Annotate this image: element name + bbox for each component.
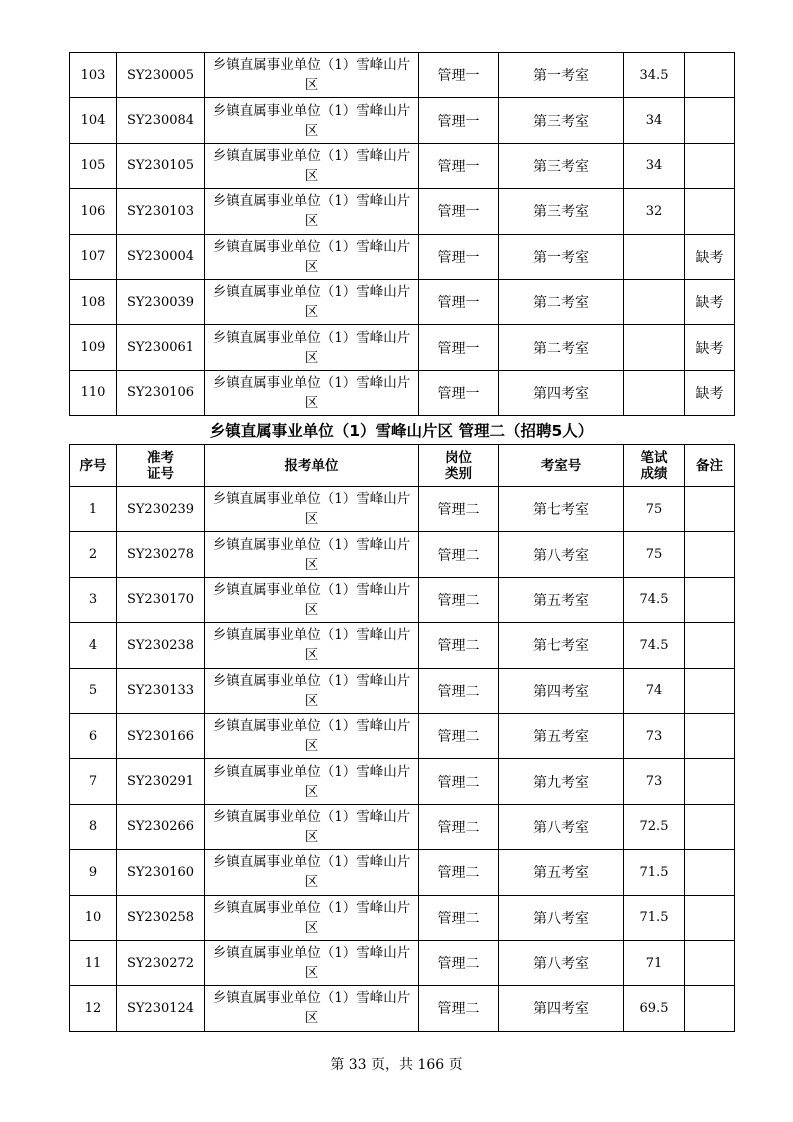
- cell-seq: 108: [70, 279, 117, 324]
- cell-exam-id: SY230166: [117, 713, 205, 758]
- cell-exam-id: SY230004: [117, 234, 205, 279]
- results-table-body: [70, 487, 735, 1032]
- section-title: 乡镇直属事业单位（1）雪峰山片区 管理二（招聘5人）: [209, 422, 594, 440]
- cell-score: [624, 234, 685, 279]
- cell-score: [624, 325, 685, 370]
- cell-room: 第四考室: [499, 370, 624, 415]
- cell-exam-id: SY230133: [117, 668, 205, 713]
- cell-seq: 9: [70, 850, 117, 895]
- cell-room: 第九考室: [499, 759, 624, 804]
- cell-exam-id: SY230005: [117, 53, 205, 98]
- cell-unit: 乡镇直属事业单位（1）雪峰山片区: [205, 234, 419, 279]
- header-exam-id: 准考 证号: [117, 445, 205, 487]
- cell-seq: 6: [70, 713, 117, 758]
- cell-note: 缺考: [685, 279, 735, 324]
- cell-score: 34: [624, 98, 685, 143]
- cell-note: [685, 713, 735, 758]
- cell-room: 第五考室: [499, 577, 624, 622]
- cell-room: 第一考室: [499, 53, 624, 98]
- cell-post: 管理一: [419, 53, 499, 98]
- cell-unit: 乡镇直属事业单位（1）雪峰山片区: [205, 759, 419, 804]
- cell-note: [685, 895, 735, 940]
- cell-seq: 2: [70, 532, 117, 577]
- cell-post: 管理二: [419, 623, 499, 668]
- cell-unit: 乡镇直属事业单位（1）雪峰山片区: [205, 98, 419, 143]
- cell-note: 缺考: [685, 234, 735, 279]
- cell-score: 32: [624, 189, 685, 234]
- cell-seq: 1: [70, 487, 117, 532]
- cell-room: 第二考室: [499, 279, 624, 324]
- cell-post: 管理二: [419, 532, 499, 577]
- cell-unit: 乡镇直属事业单位（1）雪峰山片区: [205, 325, 419, 370]
- cell-note: 缺考: [685, 325, 735, 370]
- cell-post: 管理一: [419, 370, 499, 415]
- cell-room: 第二考室: [499, 325, 624, 370]
- cell-unit: 乡镇直属事业单位（1）雪峰山片区: [205, 577, 419, 622]
- cell-post: 管理二: [419, 804, 499, 849]
- table-row: [70, 577, 735, 622]
- cell-score: 72.5: [624, 804, 685, 849]
- cell-note: [685, 532, 735, 577]
- cell-score: 34: [624, 143, 685, 188]
- cell-seq: 7: [70, 759, 117, 804]
- results-table-body: [70, 53, 735, 416]
- cell-room: 第一考室: [499, 234, 624, 279]
- cell-exam-id: SY230061: [117, 325, 205, 370]
- table-row: [70, 98, 735, 143]
- results-table-management-2: [69, 444, 735, 1032]
- cell-seq: 104: [70, 98, 117, 143]
- cell-note: [685, 940, 735, 985]
- cell-seq: 8: [70, 804, 117, 849]
- cell-post: 管理二: [419, 850, 499, 895]
- cell-unit: 乡镇直属事业单位（1）雪峰山片区: [205, 986, 419, 1031]
- cell-post: 管理二: [419, 577, 499, 622]
- cell-score: 71.5: [624, 895, 685, 940]
- cell-unit: 乡镇直属事业单位（1）雪峰山片区: [205, 370, 419, 415]
- cell-note: [685, 487, 735, 532]
- table-row: [70, 325, 735, 370]
- cell-room: 第八考室: [499, 532, 624, 577]
- cell-score: 73: [624, 713, 685, 758]
- table-row: [70, 668, 735, 713]
- cell-exam-id: SY230160: [117, 850, 205, 895]
- cell-score: 74.5: [624, 577, 685, 622]
- cell-note: [685, 98, 735, 143]
- cell-note: [685, 53, 735, 98]
- cell-exam-id: SY230084: [117, 98, 205, 143]
- cell-unit: 乡镇直属事业单位（1）雪峰山片区: [205, 668, 419, 713]
- cell-exam-id: SY230039: [117, 279, 205, 324]
- cell-post: 管理一: [419, 98, 499, 143]
- cell-score: 74: [624, 668, 685, 713]
- cell-unit: 乡镇直属事业单位（1）雪峰山片区: [205, 189, 419, 234]
- table-row: [70, 53, 735, 98]
- cell-post: 管理二: [419, 668, 499, 713]
- cell-exam-id: SY230272: [117, 940, 205, 985]
- cell-exam-id: SY230266: [117, 804, 205, 849]
- table-row: [70, 713, 735, 758]
- cell-exam-id: SY230124: [117, 986, 205, 1031]
- header-room: 考室号: [499, 445, 624, 487]
- cell-seq: 12: [70, 986, 117, 1031]
- cell-seq: 103: [70, 53, 117, 98]
- cell-score: 74.5: [624, 623, 685, 668]
- cell-exam-id: SY230170: [117, 577, 205, 622]
- cell-room: 第四考室: [499, 668, 624, 713]
- cell-seq: 3: [70, 577, 117, 622]
- table-row: [70, 370, 735, 415]
- cell-room: 第三考室: [499, 98, 624, 143]
- cell-post: 管理二: [419, 487, 499, 532]
- cell-seq: 105: [70, 143, 117, 188]
- cell-exam-id: SY230278: [117, 532, 205, 577]
- cell-post: 管理一: [419, 143, 499, 188]
- header-post: 岗位 类别: [419, 445, 499, 487]
- table-row: [70, 895, 735, 940]
- cell-seq: 11: [70, 940, 117, 985]
- cell-room: 第七考室: [499, 623, 624, 668]
- cell-exam-id: SY230238: [117, 623, 205, 668]
- table-row: [70, 759, 735, 804]
- cell-room: 第八考室: [499, 940, 624, 985]
- cell-note: [685, 623, 735, 668]
- results-table-continued: [69, 52, 735, 416]
- cell-room: 第三考室: [499, 189, 624, 234]
- cell-note: 缺考: [685, 370, 735, 415]
- cell-score: 75: [624, 532, 685, 577]
- table-row: [70, 804, 735, 849]
- cell-seq: 107: [70, 234, 117, 279]
- cell-note: [685, 143, 735, 188]
- cell-post: 管理二: [419, 986, 499, 1031]
- cell-room: 第七考室: [499, 487, 624, 532]
- cell-unit: 乡镇直属事业单位（1）雪峰山片区: [205, 804, 419, 849]
- table-row: [70, 986, 735, 1031]
- cell-note: [685, 759, 735, 804]
- table-row: [70, 532, 735, 577]
- cell-post: 管理二: [419, 713, 499, 758]
- cell-score: 71: [624, 940, 685, 985]
- cell-post: 管理二: [419, 895, 499, 940]
- cell-score: 73: [624, 759, 685, 804]
- cell-note: [685, 850, 735, 895]
- cell-seq: 110: [70, 370, 117, 415]
- cell-seq: 10: [70, 895, 117, 940]
- cell-room: 第五考室: [499, 713, 624, 758]
- cell-score: 71.5: [624, 850, 685, 895]
- cell-post: 管理一: [419, 189, 499, 234]
- header-note: 备注: [685, 445, 735, 487]
- page-footer: 第 33 页，共 166 页: [330, 1057, 463, 1073]
- cell-score: 69.5: [624, 986, 685, 1031]
- cell-note: [685, 804, 735, 849]
- cell-unit: 乡镇直属事业单位（1）雪峰山片区: [205, 143, 419, 188]
- cell-exam-id: SY230258: [117, 895, 205, 940]
- cell-exam-id: SY230103: [117, 189, 205, 234]
- cell-score: 34.5: [624, 53, 685, 98]
- cell-seq: 5: [70, 668, 117, 713]
- cell-note: [685, 668, 735, 713]
- cell-post: 管理一: [419, 325, 499, 370]
- cell-unit: 乡镇直属事业单位（1）雪峰山片区: [205, 532, 419, 577]
- table-row: [70, 487, 735, 532]
- cell-unit: 乡镇直属事业单位（1）雪峰山片区: [205, 940, 419, 985]
- table-row: [70, 279, 735, 324]
- cell-score: [624, 370, 685, 415]
- cell-score: 75: [624, 487, 685, 532]
- table-row: [70, 143, 735, 188]
- cell-room: 第五考室: [499, 850, 624, 895]
- cell-score: [624, 279, 685, 324]
- cell-unit: 乡镇直属事业单位（1）雪峰山片区: [205, 279, 419, 324]
- table-row: [70, 189, 735, 234]
- cell-note: [685, 189, 735, 234]
- table-row: [70, 850, 735, 895]
- cell-exam-id: SY230106: [117, 370, 205, 415]
- cell-exam-id: SY230291: [117, 759, 205, 804]
- cell-note: [685, 577, 735, 622]
- cell-post: 管理一: [419, 234, 499, 279]
- table-row: [70, 234, 735, 279]
- table-row: [70, 940, 735, 985]
- cell-unit: 乡镇直属事业单位（1）雪峰山片区: [205, 487, 419, 532]
- cell-exam-id: SY230239: [117, 487, 205, 532]
- cell-unit: 乡镇直属事业单位（1）雪峰山片区: [205, 53, 419, 98]
- header-score: 笔试 成绩: [624, 445, 685, 487]
- cell-room: 第八考室: [499, 804, 624, 849]
- cell-post: 管理一: [419, 279, 499, 324]
- cell-post: 管理二: [419, 759, 499, 804]
- cell-unit: 乡镇直属事业单位（1）雪峰山片区: [205, 850, 419, 895]
- cell-unit: 乡镇直属事业单位（1）雪峰山片区: [205, 895, 419, 940]
- cell-note: [685, 986, 735, 1031]
- cell-room: 第四考室: [499, 986, 624, 1031]
- cell-unit: 乡镇直属事业单位（1）雪峰山片区: [205, 713, 419, 758]
- cell-exam-id: SY230105: [117, 143, 205, 188]
- cell-seq: 106: [70, 189, 117, 234]
- header-seq: 序号: [70, 445, 117, 487]
- cell-room: 第八考室: [499, 895, 624, 940]
- cell-seq: 4: [70, 623, 117, 668]
- cell-room: 第三考室: [499, 143, 624, 188]
- cell-post: 管理二: [419, 940, 499, 985]
- header-row: [70, 445, 735, 487]
- cell-seq: 109: [70, 325, 117, 370]
- table-row: [70, 623, 735, 668]
- header-unit: 报考单位: [205, 445, 419, 487]
- cell-unit: 乡镇直属事业单位（1）雪峰山片区: [205, 623, 419, 668]
